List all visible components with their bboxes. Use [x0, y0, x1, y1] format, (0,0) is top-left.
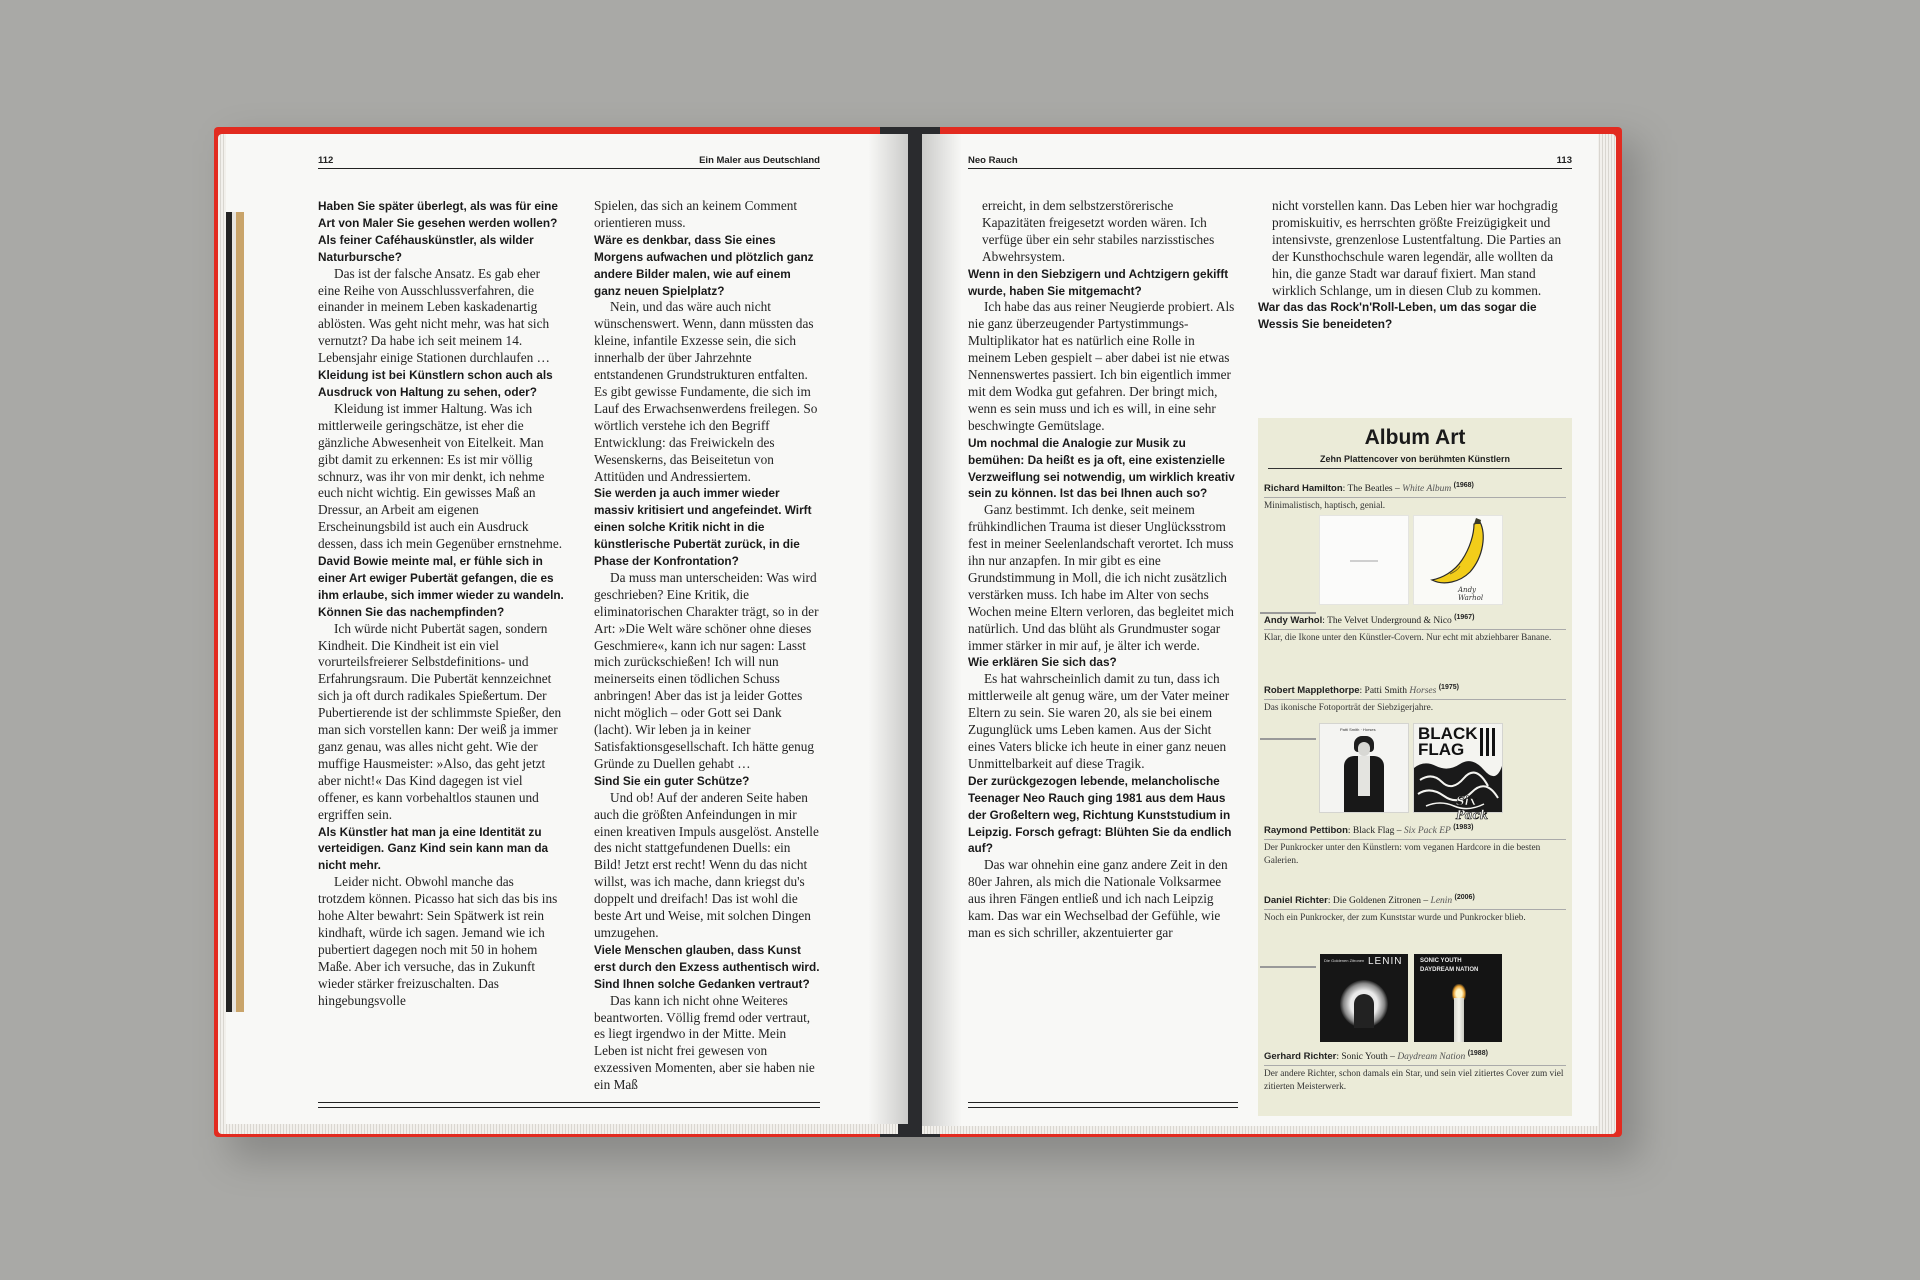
interview-answer: Das ist der falsche Ansatz. Es gab eher eine Reihe von Ausschlussverfahren, die einander in meinem Leben kaskadenartig ablösten. Was geht nicht mehr, was hat sich vernutzt? Da habe ich seit meinem 14. Lebensjahr einige Stationen durchlaufen …: [318, 265, 550, 366]
artist-name: Robert Mapplethorpe: [1264, 685, 1360, 697]
album-description: Minimalistisch, haptisch, genial.: [1264, 497, 1566, 513]
band-name: : Black Flag –: [1347, 826, 1404, 837]
sonic-youth-title: SONIC YOUTH: [1420, 958, 1462, 964]
band-name: : The Velvet Underground & Nico: [1322, 616, 1452, 627]
band-name: : Sonic Youth –: [1336, 1052, 1398, 1063]
connector-line: [1260, 738, 1316, 740]
velvet-underground-banana-cover: [1414, 516, 1502, 604]
horses-cover: [1320, 724, 1408, 812]
answer-continuation: Spielen, das sich an keinem Comment orientieren muss.: [594, 198, 798, 230]
album-title: Horses: [1409, 686, 1437, 697]
interview-question: Um nochmal die Analogie zur Musik zu bemühen: Da heißt es ja oft, eine existenzielle Verzweiflung sei notwendig, um wirklich kreativ sein zu können. Ist das bei Ihnen auch so?: [968, 435, 1235, 501]
page-number: 112: [318, 155, 334, 166]
connector-line: [1260, 966, 1316, 968]
interview-answer: Ich würde nicht Pubertät sagen, sondern Kindheit. Die Kindheit ist ein viel vorurteilsfreierer Selbstdefinitions- und Erfahrungsraum. Die Pubertät kennzeichnet sich ja oft durch radikales Spießertum. Der Pubertierende ist der schlimmste Spießer, den man sich vorstellen kann: Der weiß ja immer ganz genau, was alles nicht geht. Wie der muffige Hausmeister: »Also, das geht jetzt aber nicht!« Das Kind dagegen ist viel offener, es kann vorbehaltlos staunen und ergriffen sein.: [318, 620, 562, 822]
running-head: Ein Maler aus Deutschland: [699, 155, 820, 166]
interview-question: Viele Menschen glauben, dass Kunst erst durch den Exzess authentisch wird. Sind Ihnen solche Gedanken vertraut?: [594, 942, 820, 991]
artist-name: Richard Hamilton: [1264, 483, 1343, 495]
interview-answer: Das kann ich nicht ohne Weiteres beantworten. Völlig fremd oder vertraut, es liegt irgendwo in der Mitte. Mein Leben ist nicht frei gewesen von exzessiven Momenten, aber sie haben nie ein Maß: [594, 992, 815, 1093]
running-head: Neo Rauch: [968, 155, 1018, 166]
interview-answer: Kleidung ist immer Haltung. Was ich mittlerweile geringschätze, ist eher die gänzliche Abwesenheit von Eitelkeit. Man gibt damit zu erkennen: Es ist mir völlig schnurz, was ihr von mir denkt, ich nehme euch nicht wichtig. Ein gewisses Maß an Dressur, an Arbeit am eigenen Erscheinungsbild ist auch ein Ausdruck dessen, dass ich mein Gegenüber ernstnehme.: [318, 400, 563, 552]
interview-question: War das das Rock'n'Roll-Leben, um das sogar die Wessis Sie beneideten?: [1258, 300, 1537, 332]
album-entry: [1264, 614, 1566, 645]
album-year: (1983): [1453, 824, 1474, 831]
answer-continuation: nicht vorstellen kann. Das Leben hier war hochgradig promiskuitiv, es herrschten größte Freizügigkeit und intensivste, grenzenlose Lustentfaltung. Die Parties an der Kunsthochschule waren legendär, alle wollten da hin, die ganze Stadt war darauf fixiert. Man stand wirklich Schlange, um in diesen Club zu kommen.: [1272, 198, 1562, 298]
album-description: Der andere Richter, schon damals ein Star, und sein viel zitiertes Cover zum viel zitierten Meisterwerk.: [1264, 1065, 1566, 1093]
lenin-band-text: Die Goldenen Zitronen: [1324, 958, 1365, 963]
album-entry: [1264, 684, 1566, 715]
album-entry: [1264, 482, 1566, 513]
album-entry: [1264, 1050, 1566, 1093]
interview-question: Als Künstler hat man ja eine Identität zu verteidigen. Ganz Kind sein kann man da nicht mehr.: [318, 824, 549, 873]
interview-question: Kleidung ist bei Künstlern schon auch als Ausdruck von Haltung zu sehen, oder?: [318, 368, 553, 399]
band-name: : Patti Smith: [1359, 686, 1410, 697]
interview-answer: Leider nicht. Obwohl manche das trotzdem können. Picasso hat sich das bis ins hohe Alter bewahrt: Sein Spätwerk ist rein kindhaft, würde ich sagen. Jemand wie ich pubertiert dagegen noch mit 50 in hohem Maße. Aber ich versuche, das in Zukunft wieder stärker freizuschalten. Das hingebungsvolle: [318, 874, 558, 1008]
interview-question: Haben Sie später überlegt, als was für eine Art von Maler Sie gesehen werden wollen? Als feiner Caféhauskünstler, als wilder Naturbursche?: [318, 199, 558, 264]
album-art-sidebar: [1258, 418, 1572, 1116]
album-description: Noch ein Punkrocker, der zum Kunststar wurde und Punkrocker blieb.: [1264, 909, 1566, 925]
right-page: [922, 134, 1598, 1126]
album-year: (1975): [1438, 684, 1459, 691]
interview-question: Wie erklären Sie sich das?: [968, 655, 1117, 670]
interview-answer: Es hat wahrscheinlich damit zu tun, dass ich mittlerweile alt genug wäre, um der Vater meiner Eltern zu sein. Sie waren 20, als sie bei einem Zugunglück ums Leben kamen. Aus der Sicht eines Vaters blicke ich heute in einer ganz neuen Unmittelbarkeit auf diese Tragik.: [968, 671, 1230, 771]
left-page: [226, 134, 908, 1124]
album-year: (1967): [1454, 614, 1475, 621]
right-column-1: [968, 198, 1238, 942]
right-running-header: [968, 152, 1572, 169]
gutter-shadow: [868, 134, 908, 1124]
artist-name: Gerhard Richter: [1264, 1051, 1337, 1063]
album-title: Lenin: [1430, 896, 1453, 907]
album-title: Six Pack EP: [1403, 826, 1451, 837]
artist-name: Andy Warhol: [1264, 615, 1323, 627]
interview-question: David Bowie meinte mal, er fühle sich in einer Art ewiger Pubertät gefangen, die es ihm erlaube, sich immer wieder zu wandeln. Können Sie das nachempfinden?: [318, 554, 564, 619]
warhol-signature: Andy Warhol: [1458, 586, 1484, 602]
footer-rule: [318, 1102, 820, 1108]
left-column-2: [594, 198, 820, 1094]
album-entry: [1264, 894, 1566, 925]
gutter-shadow: [922, 134, 962, 1126]
interview-question: Sie werden ja auch immer wieder massiv kritisiert und angefeindet. Wirft einen solche Kritik nicht in die künstlerische Pubertät zurück, in die Phase der Konfrontation?: [594, 486, 812, 569]
left-column-1: [318, 198, 564, 1010]
right-column-2: [1258, 198, 1572, 333]
interview-answer: Das war ohnehin eine ganz andere Zeit in den 80er Jahren, als mich die Nationale Volksarmee aus ihren Fängen entließ und ich nach Leipzig kam. Das war ein Wechselbad der Gefühle, wie man es sich schriller, akzentuierter gar: [968, 857, 1228, 940]
interview-question: Sind Sie ein guter Schütze?: [594, 773, 750, 788]
lenin-title: LENIN: [1368, 956, 1403, 967]
daydream-title: DAYDREAM NATION: [1420, 967, 1479, 973]
black-flag-title: BLACK FLAG: [1418, 724, 1478, 759]
band-name: : The Beatles –: [1342, 484, 1403, 495]
album-entry: [1264, 824, 1566, 867]
band-name: : Die Goldenen Zitronen –: [1327, 896, 1431, 907]
footer-rule: [968, 1102, 1238, 1108]
left-edge-image-strip: [226, 212, 244, 1012]
interview-question: Wenn in den Siebzigern und Achtzigern gekifft wurde, haben Sie mitgemacht?: [968, 266, 1229, 298]
album-title: Daydream Nation: [1397, 1052, 1466, 1063]
album-description: Klar, die Ikone unter den Künstler-Covern. Nur echt mit abziehbarer Banane.: [1264, 629, 1566, 645]
interview-answer: Und ob! Auf der anderen Seite haben auch die größten Anfeindungen in mir einen kreativen Impuls ausgelöst. Anstelle des nicht stattgefundenen Duells: ein Bild! Jetzt erst recht! Wenn du das nicht willst, was ich mache, dann kriegst du's doppelt und dreifach! Das ist wohl die beste Art und Weise, mit solchen Dingen umzugehen.: [594, 789, 819, 940]
artist-name: Raymond Pettibon: [1264, 825, 1348, 837]
white-album-cover: [1320, 516, 1408, 604]
interview-answer: Ich habe das aus reiner Neugierde probiert. Als nie ganz überzeugender Partystimmungs-Multiplikator hat es natürlich eine Rolle in meinem Leben gespielt – aber dabei ist nie etwas Nennenswertes passiert. Ich bin eigentlich immer mit dem Wodka gut gefahren. Der bringt mich, wenn es sein muss und ich es will, in eine sehr beschwingte Gemütslage.: [968, 299, 1235, 433]
artist-name: Daniel Richter: [1264, 895, 1328, 907]
lenin-cover: [1320, 954, 1408, 1042]
interview-question: Wäre es denkbar, dass Sie eines Morgens aufwachen und plötzlich ganz andere Bilder malen, wie auf einem ganz neuen Spielplatz?: [594, 232, 814, 298]
interview-question: Der zurückgezogen lebende, melancholische Teenager Neo Rauch ging 1981 aus dem Haus der Großeltern weg, Richtung Kunststudium in Leipzig. Forsch gefragt: Blühten Sie da endlich auf?: [968, 773, 1232, 856]
answer-continuation: erreicht, in dem selbstzerstörerische Kapazitäten freigesetzt worden wären. Ich verfüge über ein sehr stabiles narzisstisches Abwehrsystem.: [982, 198, 1215, 264]
six-pack-lettering: Six Pack: [1456, 794, 1489, 822]
sidebar-subtitle: Zehn Plattencover von berühmten Künstlern: [1268, 454, 1562, 469]
daydream-nation-cover: [1414, 954, 1502, 1042]
album-description: Das ikonische Fotoporträt der Siebzigerjahre.: [1264, 699, 1566, 715]
album-description: Der Punkrocker unter den Künstlern: vom veganen Hardcore in die besten Galerien.: [1264, 839, 1566, 867]
album-year: (2006): [1454, 894, 1475, 901]
horses-cover-text: Patti Smith · Horses: [1340, 727, 1376, 732]
sidebar-title: Album Art: [1364, 426, 1466, 449]
interview-answer: Da muss man unterscheiden: Was wird geschrieben? Eine Kritik, die eliminatorischen Charakter trägt, so in der Art: »Die Welt wäre schöner ohne dieses Geschmiere«, kann ich nur sagen: Lasst mich zurückschießen! Ich will nun meinerseits einen tödlichen Schuss anbringen! Aber das ist ja leider Gottes nicht möglich – oder Gott sei Dank (lacht). Wir leben ja in keiner Satisfaktionsgesellschaft. Ich hätte genug Gründe zu Duellen gehabt …: [594, 569, 819, 771]
album-title: White Album: [1402, 484, 1452, 495]
interview-answer: Nein, und das wäre auch nicht wünschenswert. Wenn, dann müssten das kleine, infantile Exzesse sein, die sich innerhalb der über Jahrzehnte entstandenen Grundstrukturen entfalten. Es gibt gewisse Fundamente, die sich im Lauf des Erwachsenwerdens freilegen. So wörtlich verstehe ich den Begriff Entwicklung: das Freiwickeln des Wesenskerns, das Beiseitetun von Attitüden und Andressiertem.: [594, 299, 818, 484]
album-year: (1988): [1467, 1050, 1488, 1057]
black-flag-cover: [1414, 724, 1502, 822]
album-year: (1968): [1453, 482, 1474, 489]
interview-answer: Ganz bestimmt. Ich denke, seit meinem frühkindlichen Trauma ist dieser Unglücksstrom fest in meiner Seelenlandschaft verortet. Ich muss ihn nur anzapfen. In mir gibt es eine Grundstimmung in Moll, die ich nicht zusätzlich verstärken muss. Ich habe im Alter von sechs Wochen meine Eltern verloren, das begleitet mich natürlich. Und das blüht als Grundmuster sogar immer stärker in mir auf, je älter ich werde.: [968, 502, 1234, 653]
left-running-header: [318, 152, 820, 169]
page-number: 113: [1556, 155, 1572, 166]
